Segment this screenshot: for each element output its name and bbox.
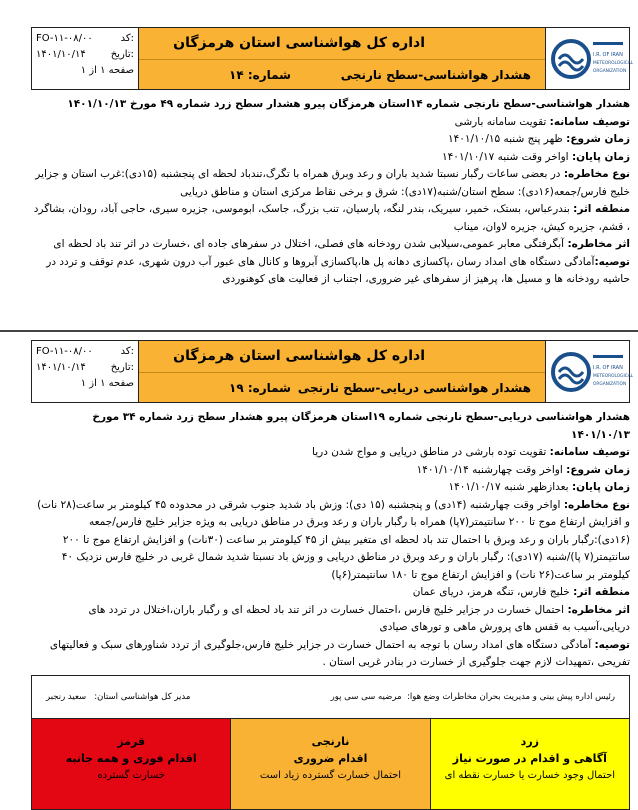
header-meta [32,341,139,402]
date-label: تاریخ: [110,49,134,60]
level-red: قرمز اقدام فوری و همه جانبه خسارت گسترده [32,719,230,809]
director-signature: مدیر کل هواشناسی استان: سعید رنجبر [46,692,191,702]
svg-text:I.R. OF IRAN: I.R. OF IRAN [592,51,623,58]
page-count: صفحه ۱ از ۱ [80,65,134,76]
section-divider [0,330,638,332]
code-value: FO-۱۱-۰۸/۰۰ [36,346,93,357]
warning-body-1 [31,96,630,289]
date-value: ۱۴۰۱/۱۰/۱۴ [36,49,86,60]
warning-number: شماره: ۱۹ [229,381,291,395]
description-line: توصیف سامانه: تقویت توده بارشی در مناطق دریایی و مواج شدن دریا [312,446,630,458]
logo-icon [549,32,633,86]
warning-number: شماره: ۱۴ [229,68,291,82]
meteorological-organization-logo [545,341,633,402]
date-label: تاریخ: [110,362,134,373]
warning-title: هشدار هواشناسی-سطح نارنجی [340,68,531,82]
warning-levels-legend [31,718,630,810]
level-orange: نارنجی اقدام ضروری احتمال خسارت گسترده زیاد است [230,719,429,809]
meteorological-organization-logo [545,28,633,89]
signature-row [31,675,630,719]
code-value: FO-۱۱-۰۸/۰۰ [36,33,93,44]
warning-page [31,0,633,810]
code-label: کد: [120,33,134,44]
svg-text:I.R. OF IRAN: I.R. OF IRAN [592,364,623,371]
page-count: صفحه ۱ از ۱ [80,378,134,389]
hazard-effect-line: اثر مخاطره: احتمال خسارت در جزایر خلیج فارس ،احتمال خسارت در اثر تند باد لحظه ای و رگبار باران،اختلال در تردد های دریایی،آسیب به قفس های پرورش ماهی و تورهای صیادی [88,603,630,633]
hazard-effect-line: اثر مخاطره: آبگرفتگی معابر عمومی،سیلابی شدن رودخانه های فصلی، اختلال در سفرهای جاده ای ،خسارت در اثر تند باد لحظه ای [53,238,630,250]
warning-headline: هشدار هواشناسی-سطح نارنجی شماره ۱۴استان هرمزگان پیرو هشدار سطح زرد شماره ۴۹ مورخ ۱۴۰۱/۱۰/۱۳ [67,98,630,110]
warning-body-2 [31,409,630,672]
logo-icon [549,345,633,399]
code-label: کد: [120,346,134,357]
hazard-type-line: نوع مخاطره: در بعضی ساعات رگبار نسبتا شدید باران و رعد وبرق همراه با تگرگ،تندباد لحظه ای پنجشنبه (۱۵دی):غرب استان و جزایر خلیج فارس/جمعه(۱۶دی): سطح استان/شنبه(۱۷دی): شرق و برخی نقاط مرکزی استان و مناطق دریایی [35,168,630,198]
affected-area-line: منطقه اثر: خلیج فارس، تنگه هرمز، دریای عمان [412,586,630,598]
end-time-line: زمان پایان: اواخر وقت شنبه ۱۴۰۱/۱۰/۱۷ [442,150,630,163]
svg-text:ORGANIZATION: ORGANIZATION [592,381,626,387]
header-title-block [139,341,545,402]
date-value: ۱۴۰۱/۱۰/۱۴ [36,362,86,373]
org-title: اداره کل هواشناسی استان هرمزگان [139,28,545,60]
header-meta [32,28,139,89]
header-title-block [139,28,545,89]
org-title: اداره کل هواشناسی استان هرمزگان [139,341,545,373]
warning-title: هشدار هواشناسی دریایی-سطح نارنجی [297,381,531,395]
start-time-line: زمان شروع: اواخر وقت چهارشنبه ۱۴۰۱/۱۰/۱۴ [416,463,630,476]
header-2 [31,340,633,403]
svg-text:ORGANIZATION: ORGANIZATION [592,68,626,74]
hazard-type-line: نوع مخاطره: اواخر وقت چهارشنبه (۱۴دی) و پنجشنبه (۱۵ دی): وزش باد شدید جنوب شرقی در محدوده ۴۵ کیلومتر بر ساعت(۲۸ نات) و افزایش ارتفاع موج تا ۲۰۰ سانتیمتر(۷پا) همراه با رگبار باران و رعد وبرق در مناطق دریایی به ویژه جزایر خلیج فارس/جمعه (۱۶دی):رگبار باران و رعد وبرق با احتمال تند باد لحظه ای متغیر بیش از ۴۵ کیلومتر بر ساعت (۳۰نات) و افزایش ارتفاع موج تا ۲۰۰ سانتیمتر(۷ پا)/شنبه (۱۷دی): رگبار باران و رعد وبرق در مناطق دریایی و وزش باد نسبتا شدید شمال غربی در خلیج فارس نزدیک ۴۰ کیلومتر بر ساعت(۲۶ نات) و افزایش ارتفاع موج تا ۱۸۰ سانتیمتر(۶پا) [37,498,630,581]
advice-line: توصیه: آمادگی دستگاه های امداد رسان با توجه به احتمال خسارت در جزایر خلیج فارس،جلوگیری از تردد شناورهای سبک و فعالیتهای تفریحی ،تمهیدات لازم جهت جلوگیری از خسارت در بنادر غربی استان . [49,638,630,668]
end-time-line: زمان پایان: بعدازظهر شنبه ۱۴۰۱/۱۰/۱۷ [448,481,630,493]
advice-line: توصیه:آمادگی دستگاه های امداد رسان ،پاکسازی دهانه پل ها،پاکسازی آبروها و کانال های عبور آب درون شهری، عدم توقف و تردد در حاشیه رودخانه ها و مسیل ها، پرهیز از سفرهای غیر ضروری، اجتناب از فعالیت های کوهنوردی [46,255,630,285]
chief-signature: رئیس اداره پیش بینی و مدیریت بحران مخاطرات وضع هوا: مرضیه سی سی پور [330,692,615,702]
start-time-line: زمان شروع: ظهر پنج شنبه ۱۴۰۱/۱۰/۱۵ [447,133,630,145]
header-1 [31,27,633,90]
level-yellow: زرد آگاهی و اقدام در صورت نیاز احتمال وجود خسارت یا خسارت نقطه ای [430,719,629,809]
affected-area-line: منطقه اثر: بندرعباس، بستک، خمیر، سیریک، بندر لنگه، پارسیان، تنب بزرگ، جاسک، ابوموسی، جزیره سیری، حاجی آباد، رودان، بشاگرد ، قشم، جزیره کیش، جزیره لاوان، میناب [33,203,630,233]
svg-text:METEOROLOGICAL: METEOROLOGICAL [592,60,633,66]
warning-headline: هشدار هواشناسی دریایی-سطح نارنجی شماره ۱۹استان هرمزگان پیرو هشدار سطح زرد شماره ۳۴ مورخ ۱۴۰۱/۱۰/۱۳ [92,411,630,441]
description-line: توصیف سامانه: تقویت سامانه بارشی [454,115,630,128]
svg-text:METEOROLOGICAL: METEOROLOGICAL [592,373,633,379]
